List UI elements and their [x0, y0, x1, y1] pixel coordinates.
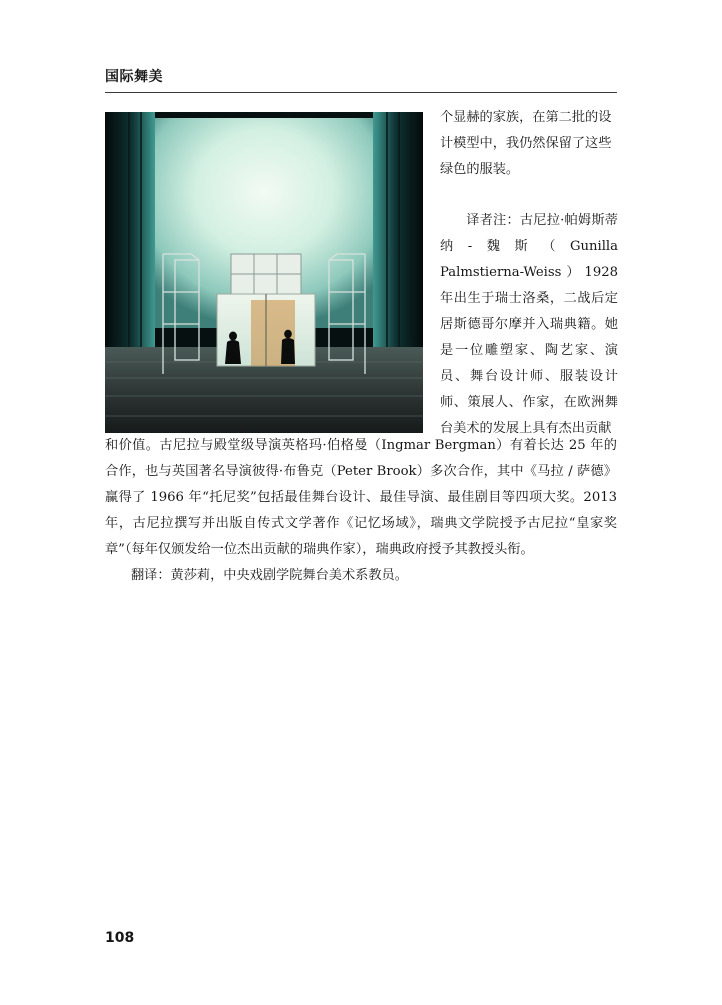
page-number: 108 [105, 930, 135, 946]
running-header [105, 64, 617, 93]
stage-photo-icon [105, 112, 423, 433]
translator-credit-text: 翻译：黄莎莉，中央戏剧学院舞台美术系教员。 [131, 568, 408, 583]
translator-credit [105, 563, 617, 589]
translator-note-side [440, 208, 618, 442]
paragraph-continuation: 个显赫的家族，在第二批的设计模型中，我仍然保留了这些绿色的服装。 [440, 110, 612, 177]
translator-note-continuation: 和价值。古尼拉与殿堂级导演英格玛·伯格曼（Ingmar Bergman）有着长达 25 年的合作，也与英国著名导演彼得·布鲁克（Peter Brook）多次合作，其中《马拉 / 萨德》赢得了 1966 年“托尼奖”包括最佳舞台设计、最佳导演、最佳剧目等四项大奖。2013 年，古尼拉撰写并出版自传式文学著作《记忆场域》，瑞典文学院授予古尼拉“皇家奖章”（每年仅颁发给一位杰出贡献的瑞典作家），瑞典政府授予其教授头衔。 [105, 438, 617, 557]
section-title: 国际舞美 [105, 69, 163, 85]
translator-note-side-text: 译者注：古尼拉·帕姆斯蒂纳-魏斯（Gunilla Palmstierna-Weiss）1928年出生于瑞士洛桑，二战后定居斯德哥尔摩并入瑞典籍。她是一位雕塑家、陶艺家、演员、舞台设计师、服装设计师、策展人、作家，在欧洲舞台美术的发展上具有杰出贡献 [440, 213, 618, 436]
